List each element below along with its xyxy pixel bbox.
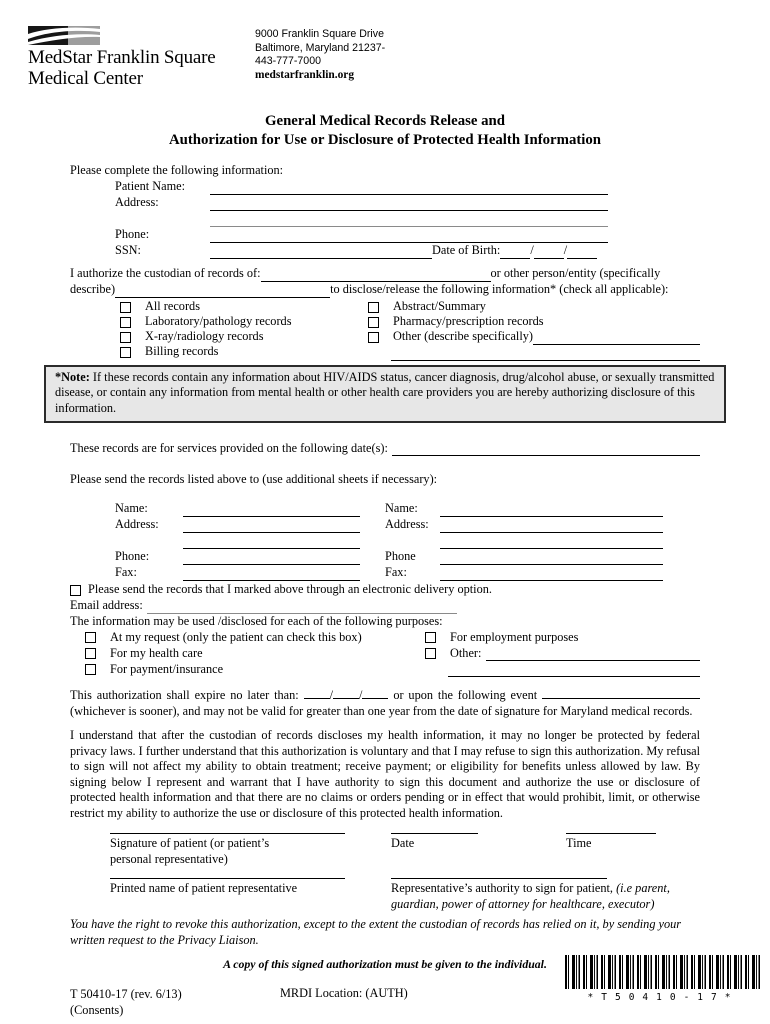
dob-month-field[interactable] xyxy=(500,244,530,259)
copy-notice: A copy of this signed authorization must be given to the individual. xyxy=(223,957,547,972)
date-cell xyxy=(391,833,478,867)
checkbox-label: Other (describe specifically) xyxy=(393,329,533,343)
form-number-block xyxy=(70,986,280,1018)
recipient-name-field[interactable] xyxy=(183,501,360,517)
expiration-text: or upon the following event xyxy=(393,688,538,703)
checkbox-icon[interactable] xyxy=(120,332,131,343)
recipient-phone-field[interactable] xyxy=(440,549,663,565)
phone-line: 443-777-7000 xyxy=(255,55,321,68)
checkbox-label: Other: xyxy=(450,645,482,660)
send-records-label: Please send the records listed above to (use additional sheets if necessary): xyxy=(70,472,438,487)
dob-label: Date of Birth: xyxy=(432,243,501,257)
expiration-paragraph xyxy=(70,684,700,719)
expire-month-field[interactable] xyxy=(304,684,330,699)
checkbox-pharmacy-records[interactable] xyxy=(368,315,700,330)
patient-address-label: Address: xyxy=(115,195,159,209)
checkbox-label: For payment/insurance xyxy=(110,661,224,676)
authorize-entity-label: or other person/entity (specifically xyxy=(490,266,661,280)
service-dates-row xyxy=(70,440,700,456)
recipient-fax-label: Fax: xyxy=(115,565,137,580)
checkbox-all-records[interactable] xyxy=(120,300,368,315)
recipient-address-label: Address: xyxy=(385,517,429,532)
patient-ssn-field[interactable] xyxy=(210,244,432,259)
recipient-right xyxy=(385,501,663,581)
checkbox-icon[interactable] xyxy=(120,347,131,358)
record-type-checkboxes xyxy=(120,300,700,361)
checkbox-icon[interactable] xyxy=(120,302,131,313)
recipient-address-label: Address: xyxy=(115,517,159,532)
date-label: Date xyxy=(391,836,415,851)
title-line1: General Medical Records Release and xyxy=(265,113,505,129)
slash: / xyxy=(329,688,333,703)
checkbox-label: Pharmacy/prescription records xyxy=(393,314,544,328)
checkbox-health-care[interactable] xyxy=(85,645,425,661)
checkbox-label: For my health care xyxy=(110,645,203,660)
patient-info-intro: Please complete the following information: xyxy=(70,163,284,177)
checkbox-label: Laboratory/pathology records xyxy=(145,314,292,328)
checkbox-icon[interactable] xyxy=(85,648,96,659)
checkbox-icon[interactable] xyxy=(85,632,96,643)
printed-name-row xyxy=(110,878,700,912)
expire-day-field[interactable] xyxy=(333,684,359,699)
checkbox-icon[interactable] xyxy=(85,664,96,675)
authorize-custodian-label: I authorize the custodian of records of: xyxy=(70,266,261,280)
recipient-name-field[interactable] xyxy=(440,501,663,517)
slash: / xyxy=(563,243,568,257)
patient-phone-label: Phone: xyxy=(115,227,150,241)
recipient-fax-field[interactable] xyxy=(440,565,663,581)
service-dates-field[interactable] xyxy=(392,440,700,456)
slash: / xyxy=(530,243,534,257)
recipient-phone-label: Phone xyxy=(385,549,416,564)
checkbox-icon[interactable] xyxy=(425,632,436,643)
patient-phone-field[interactable] xyxy=(210,227,608,243)
checkbox-icon[interactable] xyxy=(368,302,379,313)
signature-cell xyxy=(110,833,345,867)
date-line[interactable] xyxy=(391,833,478,834)
recipient-address-field[interactable] xyxy=(183,517,360,533)
hiv-disclosure-note xyxy=(44,365,726,424)
patient-info-block xyxy=(115,179,608,259)
expiration-text: (whichever is sooner), and may not be valid for greater than one year from the date of signature for Maryland medical records. xyxy=(70,703,693,718)
patient-address-field[interactable] xyxy=(210,195,608,211)
logo-block xyxy=(28,26,770,89)
checkbox-label: For employment purposes xyxy=(450,629,579,644)
checkbox-other-purpose[interactable] xyxy=(425,645,700,661)
barcode-bars-icon xyxy=(565,955,761,989)
other-records-field-2[interactable] xyxy=(391,345,700,361)
printed-name-cell xyxy=(110,878,345,912)
authority-text: Representative’s authority to sign for patient, xyxy=(391,881,617,896)
revocation-paragraph: You have the right to revoke this authorization, except to the extent the custodian of records has relied on it, by sending your written request to the Privacy Liaison. xyxy=(70,917,682,947)
checkbox-icon[interactable] xyxy=(425,648,436,659)
electronic-delivery-label: Please send the records that I marked above through an electronic delivery option. xyxy=(88,582,492,597)
recipients-block xyxy=(115,501,700,581)
form-number: T 50410-17 (rev. 6/13) xyxy=(70,986,182,1001)
dob-day-field[interactable] xyxy=(534,244,564,259)
recipient-name-label: Name: xyxy=(385,501,418,516)
logo-text-line2: Medical Center xyxy=(28,68,143,89)
address-line: 9000 Franklin Square Drive xyxy=(255,28,384,40)
checkbox-icon[interactable] xyxy=(70,585,81,596)
checkbox-electronic-delivery[interactable] xyxy=(70,582,700,598)
checkbox-label: Abstract/Summary xyxy=(393,299,486,313)
recipient-address-field-2[interactable] xyxy=(440,533,663,549)
authority-line[interactable] xyxy=(391,878,607,879)
checkbox-label: Billing records xyxy=(145,344,219,358)
spacer xyxy=(345,833,391,867)
recipient-phone-field[interactable] xyxy=(183,549,360,565)
recipient-phone-label: Phone: xyxy=(115,549,150,564)
describe-field[interactable] xyxy=(115,283,330,298)
authority-detail: (i.e parent, guardian, power of attorney for healthcare, executor) xyxy=(391,881,670,911)
time-line[interactable] xyxy=(566,833,656,834)
dob-year-field[interactable] xyxy=(567,244,597,259)
form-type: (Consents) xyxy=(70,1002,124,1017)
understanding-paragraph: I understand that after the custodian of records discloses my health information, it may no longer be protected by federal privacy laws. I further understand that this authorization is voluntary and that I may refuse to sign this authorization. My refusal to sign will not affect my ability to obtain treatment; receive payment; or eligibility for benefits unless allowed by law. By signing below I represent and warrant that I have authority to sign this document and authorize the use or disclosure of protected health information and that there are no claims or orders pending or in effect that would prohibit, limit, or otherwise restrict my ability to authorize the use or disclosure of this protected health information. xyxy=(70,728,700,820)
recipient-name-label: Name: xyxy=(115,501,148,516)
authority-cell xyxy=(391,878,700,912)
checkbox-label: At my request (only the patient can check this box) xyxy=(110,629,362,644)
service-dates-label: These records are for services provided on the following date(s): xyxy=(70,440,388,455)
other-purpose-field[interactable] xyxy=(486,645,700,661)
other-purpose-field-2[interactable] xyxy=(448,661,700,677)
patient-address-field-2[interactable] xyxy=(210,211,608,227)
custodian-name-field[interactable] xyxy=(261,267,491,282)
spacer xyxy=(478,833,566,867)
expiration-text: This authorization shall expire no later than: xyxy=(70,688,299,703)
expire-event-field[interactable] xyxy=(542,684,700,699)
spacer xyxy=(345,878,391,912)
medstar-swoosh-icon xyxy=(28,26,100,45)
checkbox-label: X-ray/radiology records xyxy=(145,329,264,343)
disclose-label: to disclose/release the following information* (check all applicable): xyxy=(330,282,669,296)
website-link[interactable]: medstarfranklin.org xyxy=(255,68,355,81)
printed-name-label: Printed name of patient representative xyxy=(110,881,298,896)
recipient-address-field-2[interactable] xyxy=(183,533,360,549)
patient-name-field[interactable] xyxy=(210,179,608,195)
purposes-checkboxes xyxy=(85,629,700,677)
barcode-text: *T50410-17* xyxy=(587,992,739,1003)
time-label: Time xyxy=(566,836,592,851)
hospital-address-block xyxy=(255,28,385,82)
signature-label: Signature of patient (or patient’s personal representative) xyxy=(110,836,270,866)
recipient-address-field[interactable] xyxy=(440,517,663,533)
note-text: If these records contain any information about HIV/AIDS status, cancer diagnosis, drug/alcohol abuse, or sexually transmitted disease, or contain any information from mental health or other health care providers you are hereby authorizing disclosure of this information. xyxy=(55,369,715,415)
title-line2: Authorization for Use or Disclosure of Protected Health Information xyxy=(168,131,602,148)
barcode xyxy=(565,955,761,1006)
form-header xyxy=(28,26,770,104)
printed-name-line[interactable] xyxy=(110,878,345,879)
checkbox-employment[interactable] xyxy=(425,629,700,645)
checkbox-xray-records[interactable] xyxy=(120,330,368,345)
purposes-intro: The information may be used /disclosed for each of the following purposes: xyxy=(70,613,443,628)
mrdi-location: MRDI Location: (AUTH) xyxy=(280,985,408,1000)
email-field[interactable] xyxy=(147,599,457,614)
signature-row xyxy=(110,833,700,867)
checkbox-billing-records[interactable] xyxy=(120,345,368,360)
address-line: Baltimore, Maryland 21237- xyxy=(255,41,386,54)
patient-ssn-label: SSN: xyxy=(115,243,141,257)
expire-year-field[interactable] xyxy=(362,684,388,699)
note-label: *Note: xyxy=(55,369,90,384)
recipient-fax-field[interactable] xyxy=(183,565,360,581)
checkbox-laboratory-records[interactable] xyxy=(120,315,368,330)
recipient-fax-label: Fax: xyxy=(385,565,407,580)
other-records-field[interactable] xyxy=(533,329,700,345)
logo-text-line1: MedStar Franklin Square xyxy=(28,47,216,68)
checkbox-payment-insurance[interactable] xyxy=(85,661,425,677)
slash: / xyxy=(359,688,363,703)
checkbox-abstract-summary[interactable] xyxy=(368,300,700,315)
authorization-block xyxy=(70,266,700,361)
describe-label: describe) xyxy=(70,282,116,296)
email-label: Email address: xyxy=(70,598,143,613)
signature-line[interactable] xyxy=(110,833,345,834)
checkbox-other-records[interactable] xyxy=(368,330,700,345)
checkbox-label: All records xyxy=(145,299,200,313)
checkbox-icon[interactable] xyxy=(368,332,379,343)
checkbox-at-my-request[interactable] xyxy=(85,629,425,645)
checkbox-icon[interactable] xyxy=(368,317,379,328)
time-cell xyxy=(566,833,656,867)
patient-name-label: Patient Name: xyxy=(115,179,186,193)
recipient-left xyxy=(115,501,360,581)
checkbox-icon[interactable] xyxy=(120,317,131,328)
form-title xyxy=(0,112,770,149)
authority-label xyxy=(391,881,700,912)
